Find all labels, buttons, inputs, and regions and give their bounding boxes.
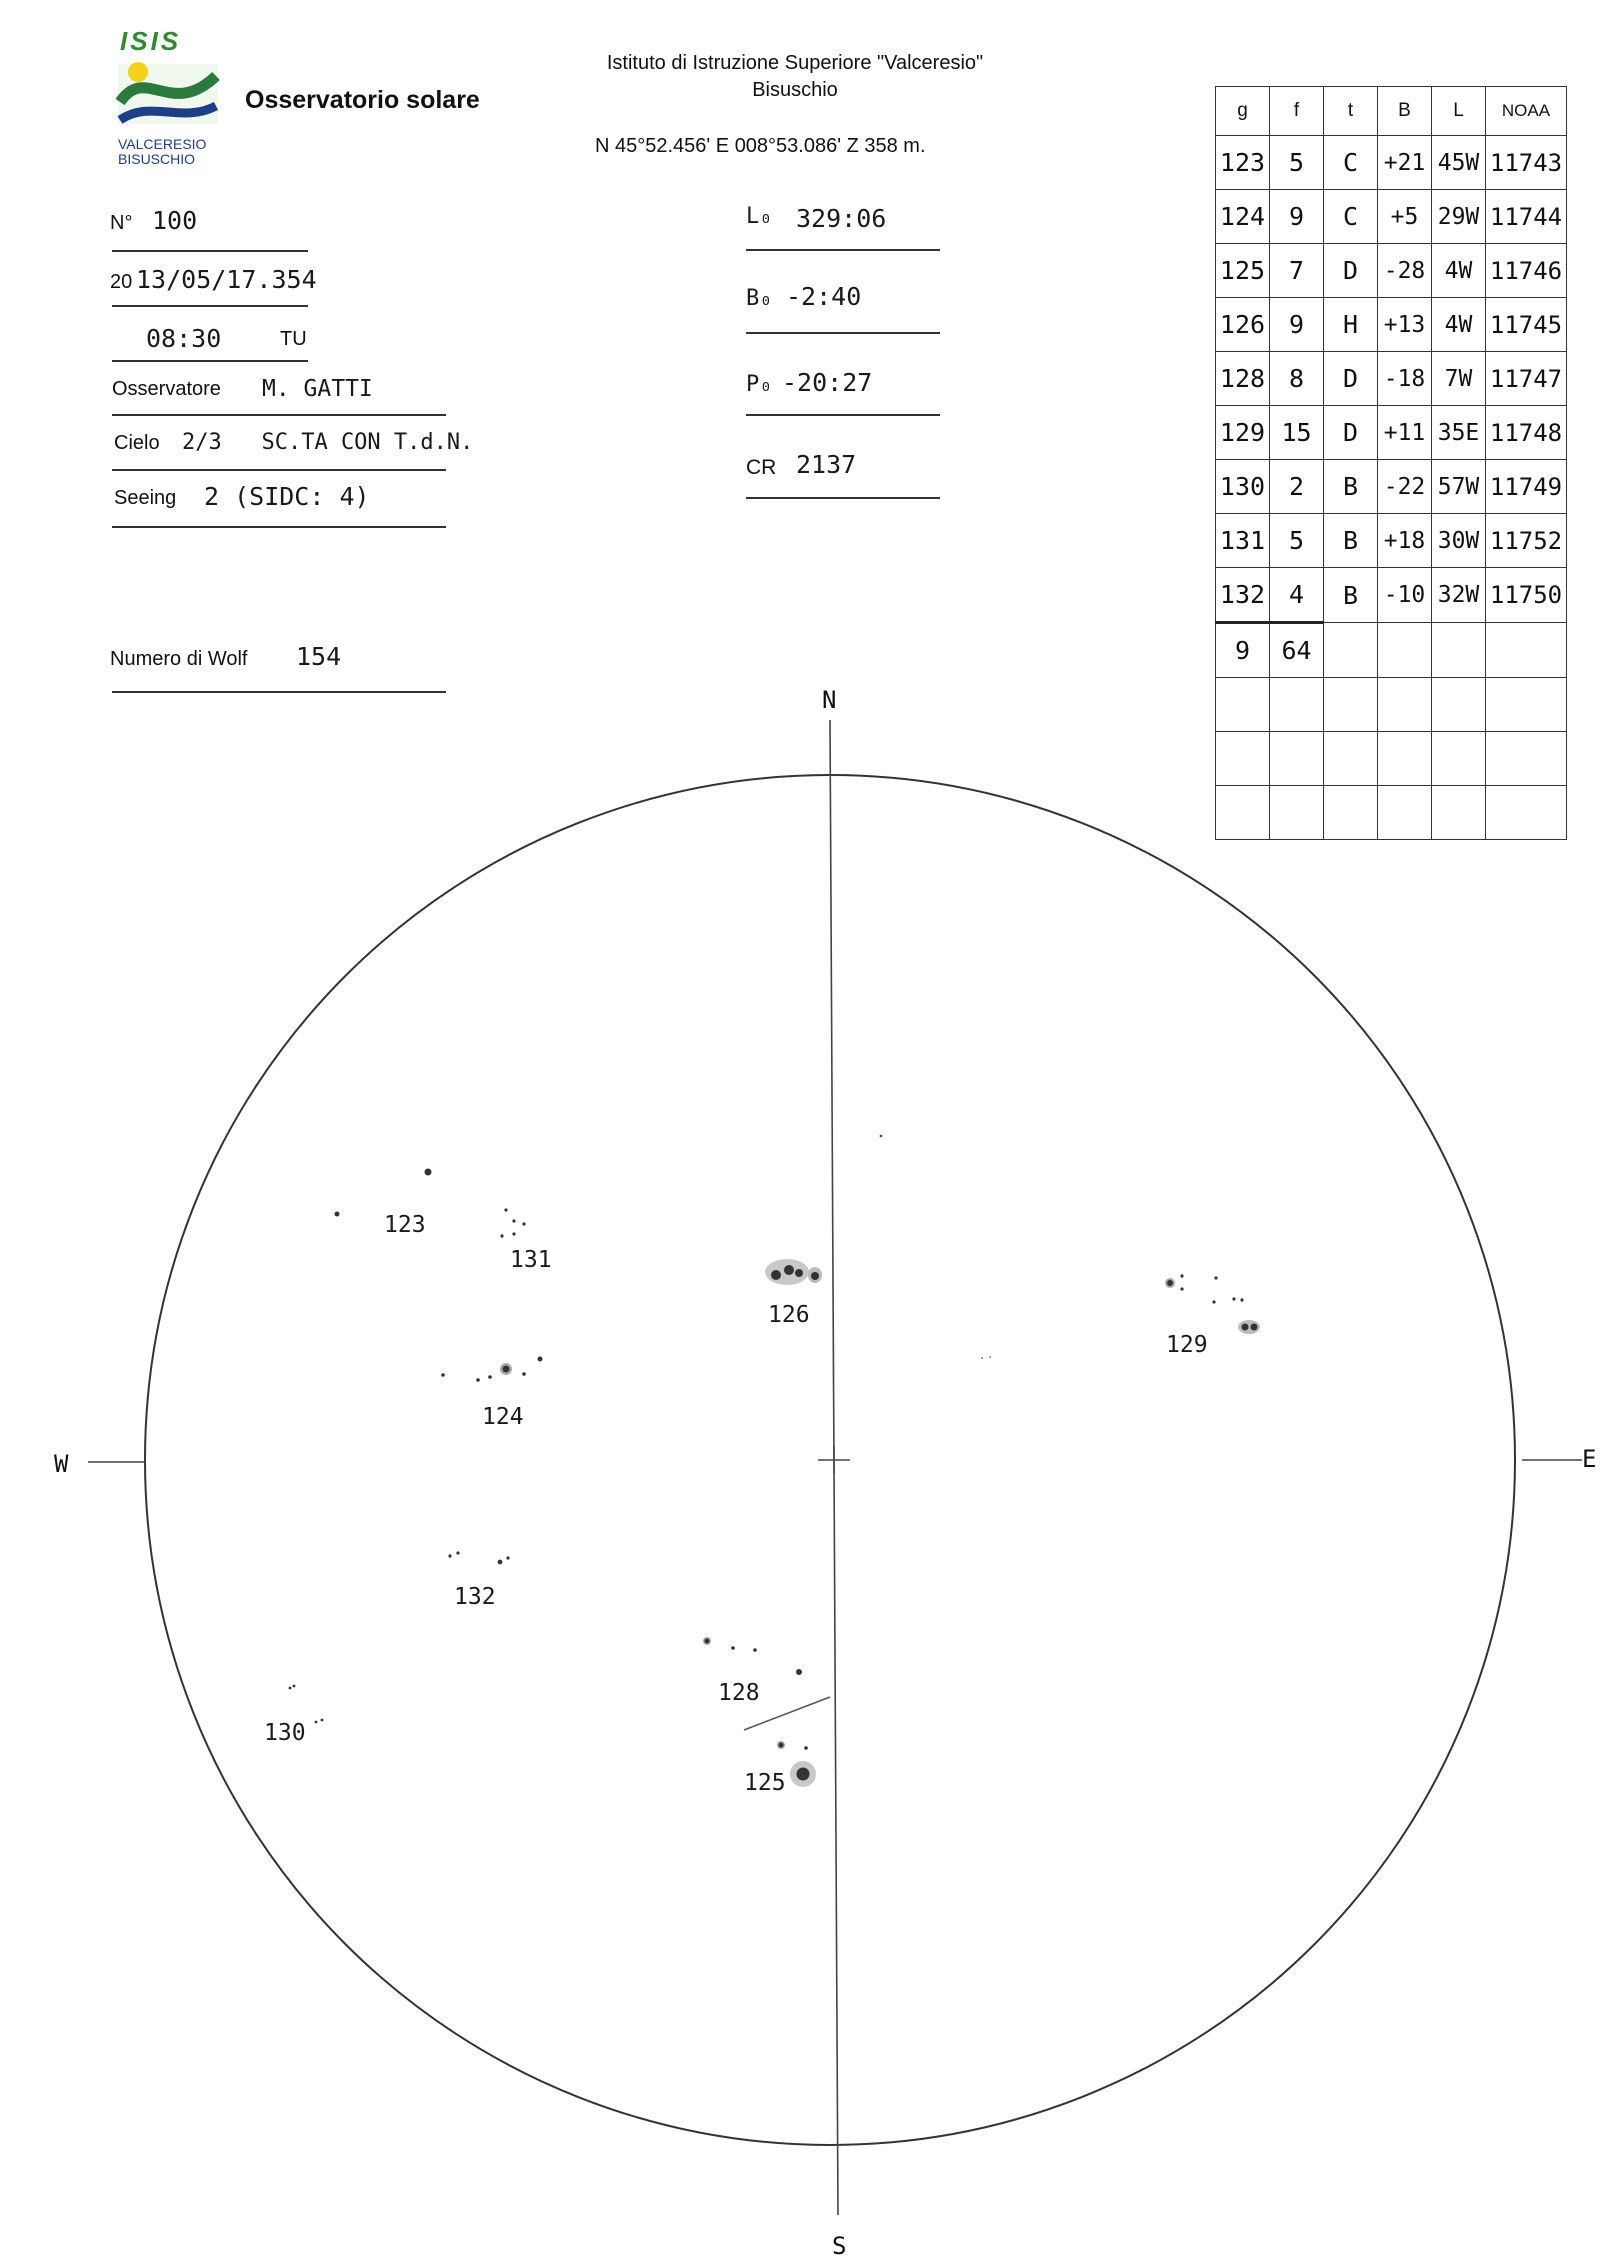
table-cell-noaa: 11745 xyxy=(1486,298,1567,352)
cr-value: 2137 xyxy=(796,450,857,479)
table-cell-l: 57W xyxy=(1432,460,1486,514)
number-value: 100 xyxy=(152,206,198,235)
table-cell-t: B xyxy=(1324,514,1378,568)
table-cell-t: C xyxy=(1324,190,1378,244)
table-cell-f: 8 xyxy=(1270,352,1324,406)
table-cell-noaa: 11746 xyxy=(1486,244,1567,298)
south-label: S xyxy=(832,2232,847,2260)
group-label-132: 132 xyxy=(454,1584,496,1610)
institute-location: Bisuschio xyxy=(752,79,838,101)
table-cell-b: +5 xyxy=(1378,190,1432,244)
table-cell-l: 35E xyxy=(1432,406,1486,460)
table-cell-noaa: 11752 xyxy=(1486,514,1567,568)
table-cell-f: 15 xyxy=(1270,406,1324,460)
l0-value: 329:06 xyxy=(796,204,887,233)
table-cell-b: -10 xyxy=(1378,568,1432,623)
table-cell-noaa: 11750 xyxy=(1486,568,1567,623)
number-label: N° xyxy=(110,212,133,234)
table-cell-g: 130 xyxy=(1216,460,1270,514)
sunspot-group-132 xyxy=(448,1551,509,1564)
table-cell-g: 129 xyxy=(1216,406,1270,460)
table-cell-b: +21 xyxy=(1378,136,1432,190)
table-cell-b: -18 xyxy=(1378,352,1432,406)
wolf-label: Numero di Wolf xyxy=(110,648,248,670)
column-header-b: B xyxy=(1378,87,1432,136)
table-cell-g: 128 xyxy=(1216,352,1270,406)
wolf-value: 154 xyxy=(296,642,342,671)
seeing-value: 2 (SIDC: 4) xyxy=(204,482,370,511)
table-cell-g: 132 xyxy=(1216,568,1270,623)
table-cell-l: 30W xyxy=(1432,514,1486,568)
group-label-130: 130 xyxy=(264,1720,306,1746)
group-label-129: 129 xyxy=(1166,1332,1208,1358)
table-cell-f: 9 xyxy=(1270,298,1324,352)
observer-label: Osservatore xyxy=(112,378,221,400)
table-cell-t: C xyxy=(1324,136,1378,190)
group-label-128: 128 xyxy=(718,1680,760,1706)
date-value: 13/05/17.354 xyxy=(136,265,317,294)
group-label-124: 124 xyxy=(482,1404,524,1430)
table-cell-noaa: 11747 xyxy=(1486,352,1567,406)
table-cell-t: D xyxy=(1324,406,1378,460)
column-header-g: g xyxy=(1216,87,1270,136)
table-cell-noaa: 11743 xyxy=(1486,136,1567,190)
group-label-131: 131 xyxy=(510,1247,552,1273)
table-cell-l: 29W xyxy=(1432,190,1486,244)
table-cell-b: -28 xyxy=(1378,244,1432,298)
group-label-123: 123 xyxy=(384,1212,426,1238)
table-cell-f: 2 xyxy=(1270,460,1324,514)
group-label-126: 126 xyxy=(768,1302,810,1328)
table-cell-f: 5 xyxy=(1270,136,1324,190)
table-cell-t: D xyxy=(1324,352,1378,406)
column-header-l: L xyxy=(1432,87,1486,136)
b0-value: -2:40 xyxy=(786,282,862,311)
logo-subtitle-2: BISUSCHIO xyxy=(118,151,196,167)
east-label: E xyxy=(1582,1445,1597,1473)
table-cell-f: 4 xyxy=(1270,568,1324,623)
observatory-coordinates: N 45°52.456' E 008°53.086' Z 358 m. xyxy=(595,135,926,157)
table-cell-b: +13 xyxy=(1378,298,1432,352)
stray-mark xyxy=(981,1357,983,1359)
table-cell-t: H xyxy=(1324,298,1378,352)
table-cell-l: 32W xyxy=(1432,568,1486,623)
table-cell-g: 124 xyxy=(1216,190,1270,244)
time-value: 08:30 xyxy=(146,324,222,353)
column-header-f: f xyxy=(1270,87,1324,136)
b0-label: B₀ xyxy=(746,286,773,311)
column-header-noaa: NOAA xyxy=(1486,87,1567,136)
table-cell-l: 45W xyxy=(1432,136,1486,190)
table-cell-l: 4W xyxy=(1432,244,1486,298)
p0-label: P₀ xyxy=(746,372,773,397)
table-cell-t: D xyxy=(1324,244,1378,298)
table-cell-b: +11 xyxy=(1378,406,1432,460)
table-cell-g: 125 xyxy=(1216,244,1270,298)
sunspot-group-126 xyxy=(765,1259,822,1285)
table-cell-f: 5 xyxy=(1270,514,1324,568)
time-unit: TU xyxy=(280,328,307,350)
l0-label: L₀ xyxy=(746,204,773,229)
north-label: N xyxy=(822,686,837,714)
table-cell-g: 9 xyxy=(1216,623,1270,678)
table-cell-f: 9 xyxy=(1270,190,1324,244)
table-cell-t: B xyxy=(1324,568,1378,623)
sky-label: Cielo xyxy=(114,432,160,454)
table-cell-g: 131 xyxy=(1216,514,1270,568)
logo-text: ISIS xyxy=(120,26,182,56)
table-cell-l: 4W xyxy=(1432,298,1486,352)
cr-label: CR xyxy=(746,456,777,479)
sunspot-group-131 xyxy=(500,1208,525,1237)
west-label: W xyxy=(54,1450,69,1478)
table-cell-g: 126 xyxy=(1216,298,1270,352)
p0-value: -20:27 xyxy=(782,368,873,397)
page-title: Osservatorio solare xyxy=(245,86,480,114)
table-cell-noaa: 11749 xyxy=(1486,460,1567,514)
institute-name: Istituto di Istruzione Superiore "Valceresio" xyxy=(606,52,984,74)
sunspot-group-129 xyxy=(1165,1274,1260,1334)
table-cell-l: 7W xyxy=(1432,352,1486,406)
observer-value: M. GATTI xyxy=(262,376,373,402)
table-cell-g: 123 xyxy=(1216,136,1270,190)
sunspot-group-128 xyxy=(703,1637,802,1675)
logo-subtitle-1: VALCERESIO xyxy=(118,136,207,152)
table-cell-f: 64 xyxy=(1270,623,1324,678)
stray-mark xyxy=(989,1356,991,1358)
stray-mark xyxy=(880,1135,883,1138)
date-prefix: 20 xyxy=(110,271,133,293)
table-cell-noaa: 11744 xyxy=(1486,190,1567,244)
column-header-t: t xyxy=(1324,87,1378,136)
sky-value: 2/3 SC.TA CON T.d.N. xyxy=(182,430,474,455)
table-cell-b: +18 xyxy=(1378,514,1432,568)
sunspot-group-130 xyxy=(289,1685,324,1724)
table-cell-t: B xyxy=(1324,460,1378,514)
table-cell-b: -22 xyxy=(1378,460,1432,514)
table-cell-f: 7 xyxy=(1270,244,1324,298)
sunspot-group-124 xyxy=(441,1357,542,1382)
group-label-125: 125 xyxy=(744,1770,786,1796)
table-cell-noaa: 11748 xyxy=(1486,406,1567,460)
seeing-label: Seeing xyxy=(114,487,177,509)
sunspot-group-123 xyxy=(335,1169,432,1217)
